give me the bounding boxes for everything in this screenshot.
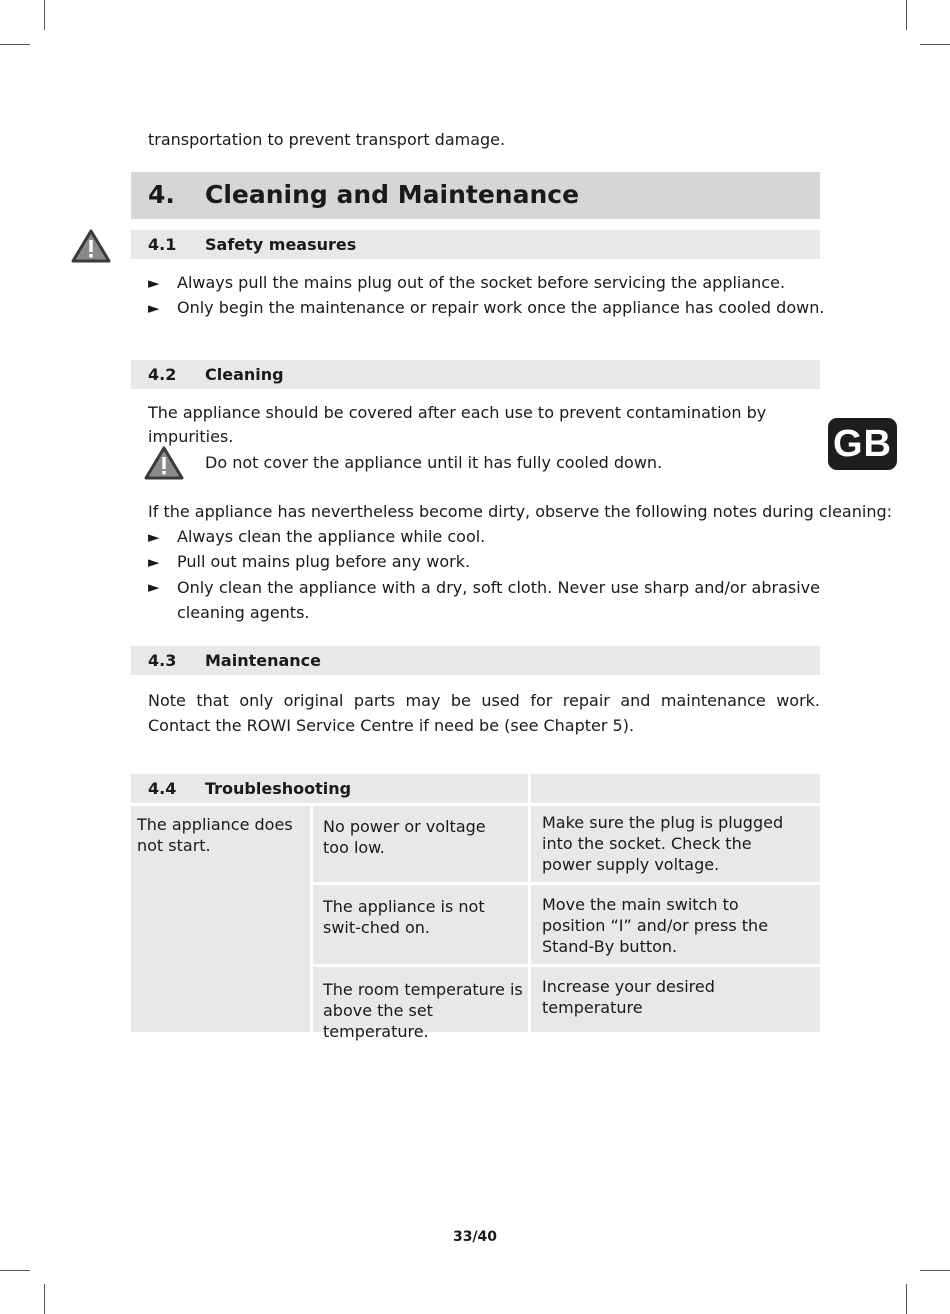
crop-mark [44, 1284, 45, 1314]
subsection-title: Safety measures [205, 235, 357, 254]
crop-mark [920, 44, 950, 45]
table-cause-cell [313, 806, 528, 882]
warning-triangle-icon [143, 445, 185, 481]
problem-text: The appliance does not start. [137, 815, 293, 855]
crop-mark [906, 0, 907, 30]
table-remedy-cell [531, 967, 820, 1032]
warning-triangle-icon [70, 228, 112, 264]
crop-mark [0, 1270, 30, 1271]
subsection-title: Maintenance [205, 651, 322, 670]
bullet-item: Always pull the mains plug out of the socket before servicing the appliance. [177, 273, 786, 292]
cause-text: No power or voltage too low. [323, 817, 486, 857]
bullet-arrow-icon: ► [148, 274, 160, 292]
crop-mark [906, 1284, 907, 1314]
paragraph: The appliance should be covered after each use to prevent contamination by impurities. [148, 403, 767, 446]
subsection-title: Troubleshooting [205, 779, 352, 798]
language-tab: GB [828, 418, 897, 470]
subsection-number: 4.4 [148, 779, 177, 798]
subsection-number: 4.3 [148, 651, 177, 670]
bullet-item: Only clean the appliance with a dry, soft cloth. Never use sharp and/or abrasive cleaning agents. [177, 578, 820, 622]
table-problem-cell [131, 806, 310, 1032]
subsection-title: Cleaning [205, 365, 284, 384]
subsection-number: 4.2 [148, 365, 177, 384]
remedy-text: Make sure the plug is plugged into the socket. Check the power supply voltage. [542, 813, 784, 874]
section-title: Cleaning and Maintenance [205, 180, 580, 209]
cause-text: The room temperature is above the set temperature. [323, 980, 523, 1041]
bullet-arrow-icon: ► [148, 299, 160, 317]
bullet-arrow-icon: ► [148, 578, 160, 596]
table-header-cell [531, 774, 820, 803]
table-cause-cell [313, 885, 528, 964]
table-remedy-cell [531, 806, 820, 882]
bullet-arrow-icon: ► [148, 528, 160, 546]
paragraph: If the appliance has nevertheless become dirty, observe the following notes during cleaning: [148, 502, 892, 521]
warning-note: Do not cover the appliance until it has fully cooled down. [205, 453, 663, 472]
section-number: 4. [148, 180, 175, 209]
intro-line: transportation to prevent transport damage. [148, 130, 506, 149]
paragraph: Note that only original parts may be used for repair and maintenance work. Contact the ROWI Service Centre if need be (see Chapter 5). [148, 691, 820, 735]
crop-mark [920, 1270, 950, 1271]
crop-mark [0, 44, 30, 45]
page-number: 33/40 [452, 1229, 498, 1245]
bullet-item: Always clean the appliance while cool. [177, 527, 486, 546]
subsection-number: 4.1 [148, 235, 177, 254]
remedy-text: Increase your desired temperature [542, 977, 715, 1017]
crop-mark [44, 0, 45, 30]
bullet-item: Pull out mains plug before any work. [177, 552, 471, 571]
bullet-arrow-icon: ► [148, 553, 160, 571]
remedy-text: Move the main switch to position “I” and/or press the Stand-By button. [542, 895, 769, 956]
cause-text: The appliance is not swit-ched on. [323, 897, 485, 937]
table-cause-cell [313, 967, 528, 1041]
table-remedy-cell [531, 885, 820, 964]
bullet-item: Only begin the maintenance or repair work once the appliance has cooled down. [177, 298, 825, 317]
